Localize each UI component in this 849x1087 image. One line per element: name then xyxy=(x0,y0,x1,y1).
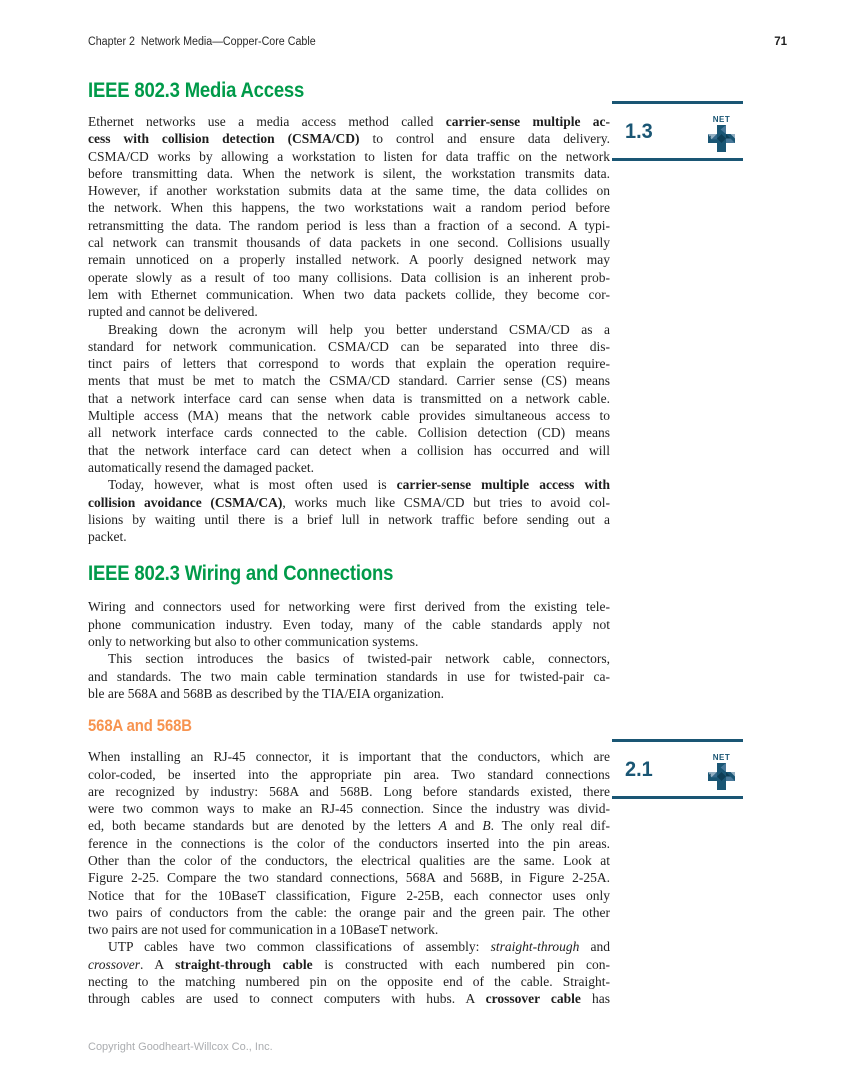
text-line: automatically resend the damaged packet. xyxy=(88,459,315,475)
heading-text: IEEE 802.3 Media Access xyxy=(88,79,305,102)
text-line: the network. When this happens, the two workstations wait a random period before xyxy=(88,200,610,216)
text-line: rupted and cannot be delivered. xyxy=(88,304,258,320)
text-line: collision avoidance (CSMA/CA), works much like CSMA/CD but tries to avoid col- xyxy=(88,494,610,510)
paragraph xyxy=(88,650,610,702)
text-line: before transmitting data. When the network is silent, the workstation transmits data. xyxy=(88,165,610,181)
paragraph xyxy=(88,113,610,321)
text-line: are recognized by industry: 568A and 568B. Long before standards existed, there xyxy=(88,783,610,799)
network-plus-icon xyxy=(708,125,735,152)
text-line: Multiple access (MA) means that the network cable provides simultaneous access to xyxy=(88,408,610,424)
text-line: phone communication industry. Even today, many of the cable standards apply not xyxy=(88,616,610,632)
text-line: cess with collision detection (CSMA/CD) to control and ensure data delivery. xyxy=(88,131,610,147)
text-line: Ethernet networks use a media access method called carrier-sense multiple ac- xyxy=(88,114,610,129)
paragraph xyxy=(88,598,610,650)
text-line: UTP cables have two common classifications of assembly: straight-through and xyxy=(108,939,610,955)
objective-badge-1-3 xyxy=(612,101,743,161)
text-line: standard for network communication. CSMA/CD can be separated into three dis- xyxy=(88,338,610,354)
paragraph xyxy=(88,938,610,1007)
badge-icon-column xyxy=(708,753,735,790)
text-line: remain unnoticed on a properly installed network. A poorly designed network may xyxy=(88,252,610,268)
text-line: Today, however, what is most often used is carrier-sense multiple access with xyxy=(108,477,610,493)
text-line: ble are 568A and 568B as described by the TIA/EIA organization. xyxy=(88,685,445,701)
text-line: ference in the connections is the color of the conductors inserted into the pin areas. xyxy=(88,835,610,851)
heading-text: 568A and 568B xyxy=(88,717,192,736)
text-line: that a network interface card can sense when data is transmitted on a network cable. xyxy=(88,390,610,406)
text-line: all network interface cards connected to the cable. Collision detection (CD) means xyxy=(88,425,610,441)
badge-number: 1.3 xyxy=(625,120,653,143)
page-content xyxy=(88,74,610,1008)
net-label: NET xyxy=(712,752,731,762)
text-line: lem with Ethernet communication. When two data packets collide, they become cor- xyxy=(88,286,610,302)
paragraph xyxy=(88,321,610,477)
text-line: that the network interface card can detect when a collision has occurred and will xyxy=(88,442,610,458)
page-number: 71 xyxy=(774,36,787,48)
text-line: CSMA/CD works by allowing a workstation to listen for data traffic on the network xyxy=(88,148,610,164)
text-line: Breaking down the acronym will help you better understand CSMA/CD as a xyxy=(108,321,610,337)
text-line: This section introduces the basics of twisted-pair network cable, connectors, xyxy=(108,651,610,667)
text-line: through cables are used to connect computers with hubs. A crossover cable has xyxy=(88,991,610,1007)
text-line: However, if another workstation submits data at the same time, the data collides on xyxy=(88,183,610,199)
text-line: Wiring and connectors used for networking were first derived from the existing tele- xyxy=(88,599,610,615)
text-line: operate slowly as a result of too many collisions. Data collision is an inherent prob- xyxy=(88,269,610,285)
text-line: color-coded, be inserted into the appropriate pin area. Two standard connections xyxy=(88,766,610,782)
text-line: lisions by waiting until there is a brief lull in network traffic before sending out a xyxy=(88,511,610,527)
text-line: necting to the matching numbered pin on the opposite end of the cable. Straight- xyxy=(88,974,610,990)
paragraph xyxy=(88,476,610,545)
heading-568a-and-568b xyxy=(88,716,610,737)
network-plus-icon xyxy=(708,763,735,790)
text-line: Notice that for the 10BaseT classification, Figure 2-25B, each connector uses only xyxy=(88,887,610,903)
running-head-row xyxy=(88,36,787,48)
paragraph xyxy=(88,748,610,938)
text-line: tinct pairs of letters that correspond to words that explain the operation require- xyxy=(88,356,610,372)
text-line: crossover. A straight-through cable is constructed with each numbered pin con- xyxy=(88,956,610,972)
text-line: cal network can transmit thousands of data packets in one second. Collisions usually xyxy=(88,235,610,251)
heading-text: IEEE 802.3 Wiring and Connections xyxy=(88,562,394,586)
objective-badge-2-1 xyxy=(612,739,743,799)
text-line: two pairs are not used for communication in a 10BaseT network. xyxy=(88,922,439,938)
running-head: Chapter 2 Network Media—Copper-Core Cable xyxy=(88,36,316,48)
badge-icon-column xyxy=(708,115,735,152)
text-line: two pairs of conductors from the cable: the orange pair and the green pair. The other xyxy=(88,904,610,920)
heading-ieee-8023-media-access xyxy=(88,78,610,106)
text-line: Other than the color of the conductors, the electrical qualities are the same. Look at xyxy=(88,852,610,868)
footer-copyright: Copyright Goodheart-Willcox Co., Inc. xyxy=(88,1041,273,1053)
text-line: ments that must be met to match the CSMA/CD standard. Carrier sense (CS) means xyxy=(88,373,610,389)
text-line: packet. xyxy=(88,529,127,545)
text-line: only to networking but also to other communication systems. xyxy=(88,634,419,650)
text-line: When installing an RJ-45 connector, it is important that the conductors, which are xyxy=(88,749,610,765)
text-line: retransmitting the data. The random period is less than a fraction of a second. A typi- xyxy=(88,217,610,233)
text-line: and standards. The two main cable termination standards in use for twisted-pair ca- xyxy=(88,668,610,684)
net-label: NET xyxy=(712,114,731,124)
text-line: were two common ways to make an RJ-45 connection. Since the industry was divid- xyxy=(88,801,610,817)
badge-number: 2.1 xyxy=(625,758,653,781)
text-line: Figure 2-25. Compare the two standard connections, 568A and 568B, in Figure 2-25A. xyxy=(88,870,610,886)
text-line: ed, both became standards but are denoted by the letters A and B. The only real dif- xyxy=(88,818,610,834)
heading-ieee-8023-wiring-and-connections xyxy=(88,561,610,589)
